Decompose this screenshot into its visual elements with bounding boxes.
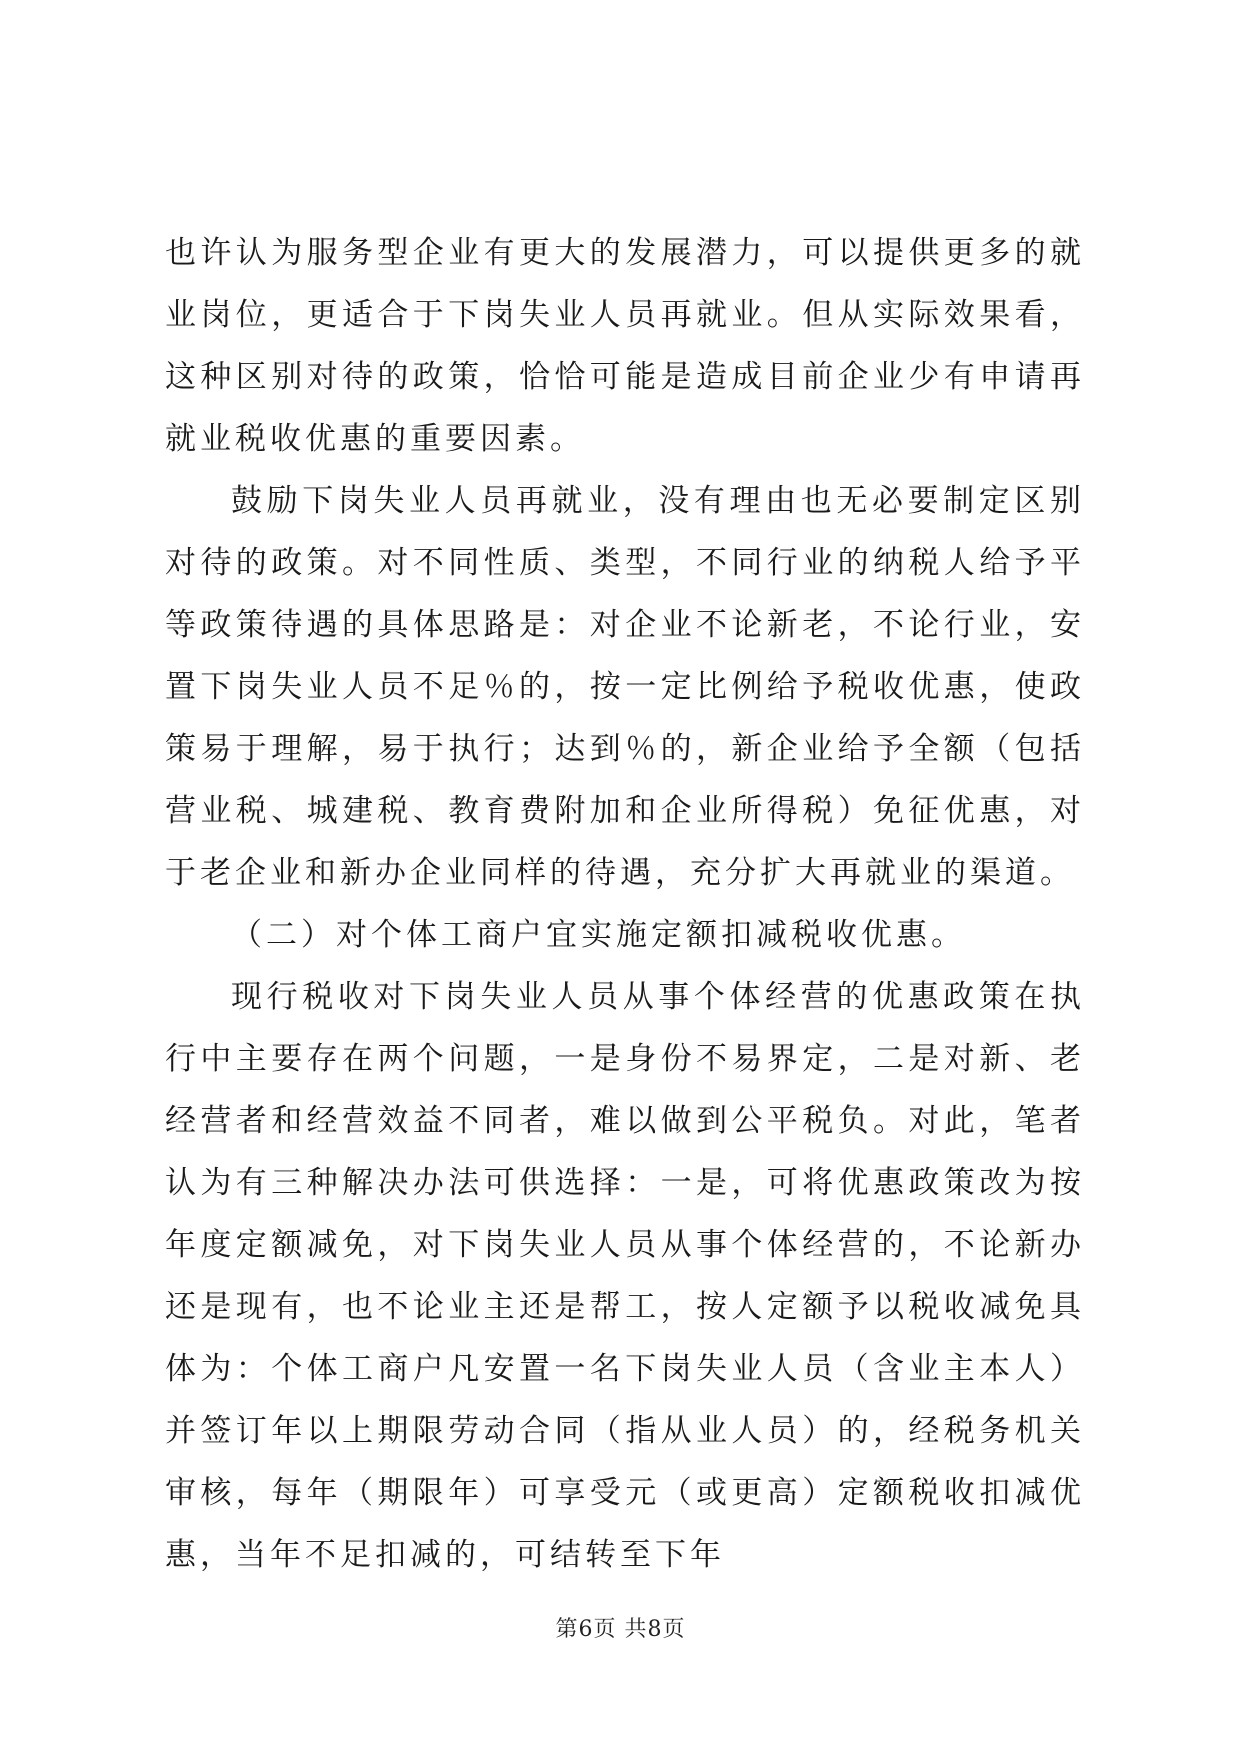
paragraph-individual-business: 现行税收对下岗失业人员从事个体经营的优惠政策在执行中主要存在两个问题，一是身份不易界定，二是对新、老经营者和经营效益不同者，难以做到公平税负。对此，笔者认为有三种解决办法可供选择：一是，可将优惠政策改为按年度定额减免，对下岗失业人员从事个体经营的，不论新办还是现有，也不论业主还是帮工，按人定额予以税收减免具体为：个体工商户凡安置一名下岗失业人员（含业主本人）并签订年以上期限劳动合同（指从业人员）的，经税务机关审核，每年（期限年）可享受元（或更高）定额税收扣减优惠，当年不足扣减的，可结转至下年 — [165, 979, 1085, 1573]
document-body — [165, 222, 1085, 1586]
paragraph-equal-treatment: 鼓励下岗失业人员再就业，没有理由也无必要制定区别对待的政策。对不同性质、类型，不同行业的纳税人给予平等政策待遇的具体思路是：对企业不论新老，不论行业，安置下岗失业人员不足％的，按一定比例给予税收优惠，使政策易于理解，易于执行；达到％的，新企业给予全额（包括营业税、城建税、教育费附加和企业所得税）免征优惠，对于老企业和新办企业同样的待遇，充分扩大再就业的渠道。 — [165, 483, 1085, 891]
section-heading: （二）对个体工商户宜实施定额扣减税收优惠。 — [231, 917, 966, 953]
paragraph-continuation: 也许认为服务型企业有更大的发展潜力，可以提供更多的就业岗位，更适合于下岗失业人员再就业。但从实际效果看，这种区别对待的政策，恰恰可能是造成目前企业少有申请再就业税收优惠的重要因素。 — [165, 235, 1085, 457]
page-number-footer: 第6页 共8页 — [555, 1617, 686, 1642]
